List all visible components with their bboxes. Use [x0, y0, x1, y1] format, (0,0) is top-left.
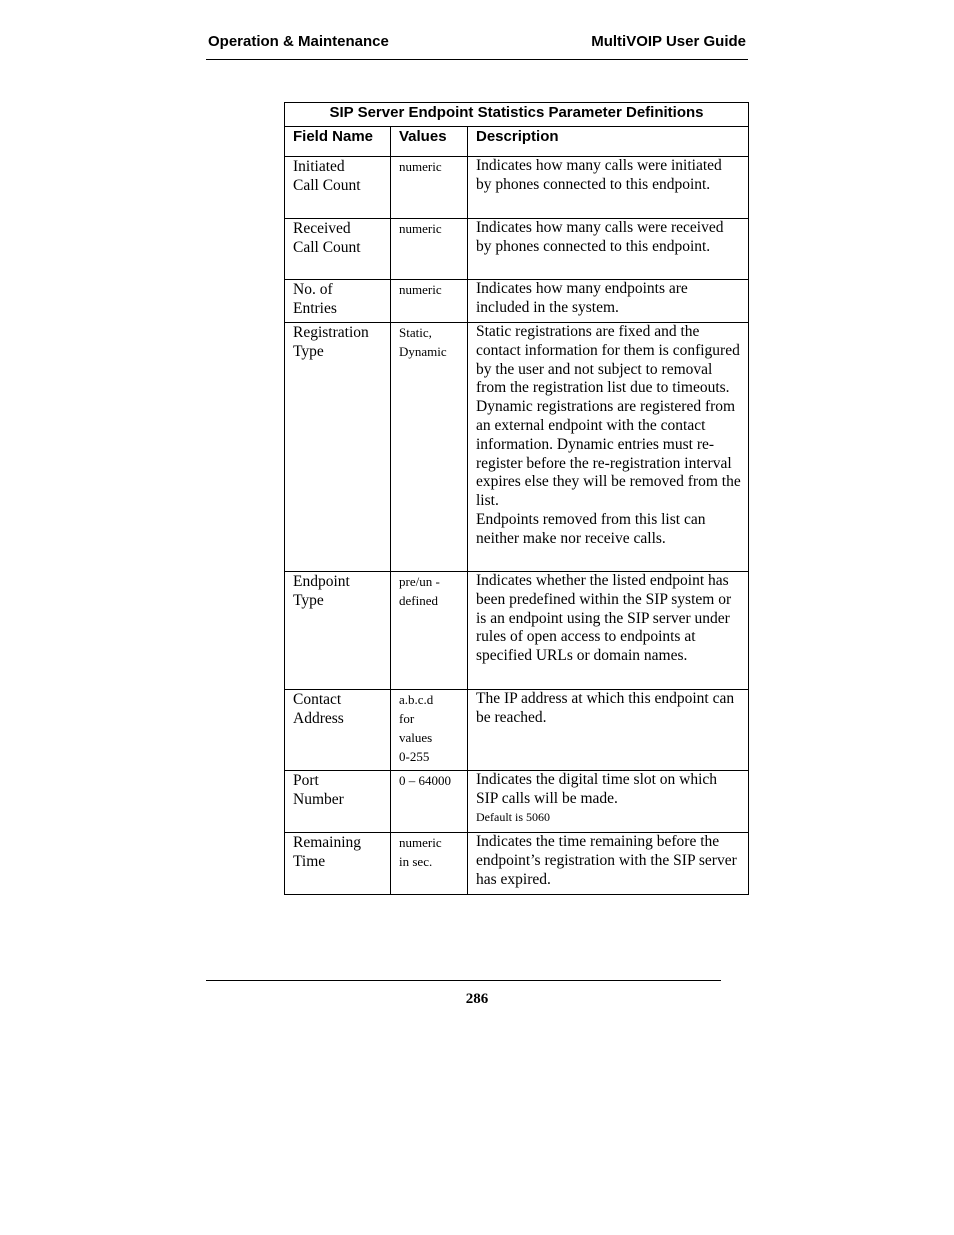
page-number: 286 — [465, 991, 489, 1007]
description-paragraph: Indicates whether the listed endpoint has been predefined within the SIP system or is an endpoint using the SIP server under rules of open access to endpoints at specified URLs or domain names. — [476, 572, 732, 665]
values-cell: pre/un - defined — [391, 572, 468, 690]
column-header-field-name: Field Name — [285, 127, 391, 157]
field-name-cell: Registration Type — [285, 323, 391, 572]
header-guide-title: MultiVOIP User Guide — [591, 33, 746, 50]
table-row — [285, 323, 749, 572]
header-section-title: Operation & Maintenance — [208, 33, 389, 50]
values-cell: numeric — [391, 280, 468, 323]
description-paragraph: Indicates how many endpoints are included in the system. — [476, 280, 688, 316]
table-row — [285, 219, 749, 280]
values-cell: Static, Dynamic — [391, 323, 468, 572]
values-cell: numeric — [391, 219, 468, 280]
description-paragraph: Indicates how many calls were initiated by phones connected to this endpoint. — [476, 157, 722, 193]
description-paragraph: Endpoints removed from this list can neither make nor receive calls. — [476, 510, 706, 547]
description-cell — [468, 219, 749, 280]
parameter-definitions-table — [284, 102, 749, 895]
field-name-cell: Endpoint Type — [285, 572, 391, 690]
default-value-note: Default is 5060 — [476, 809, 550, 824]
table-row — [285, 572, 749, 690]
values-cell: numeric in sec. — [391, 833, 468, 895]
table-title-row — [285, 103, 749, 127]
description-cell — [468, 690, 749, 771]
page-header — [206, 33, 748, 60]
footer-rule — [206, 980, 721, 981]
values-cell: numeric — [391, 157, 468, 219]
column-header-description: Description — [468, 127, 749, 157]
table-row — [285, 157, 749, 219]
table-row — [285, 771, 749, 833]
field-name-cell: Received Call Count — [285, 219, 391, 280]
values-cell: 0 – 64000 — [391, 771, 468, 833]
description-paragraph: Indicates the digital time slot on which SIP calls will be made. — [476, 771, 718, 807]
field-name-cell: Initiated Call Count — [285, 157, 391, 219]
description-paragraph: Static registrations are fixed and the contact information for them is configured by the user and not subject to removal from the registration list due to timeouts. — [476, 323, 740, 397]
values-cell: a.b.c.d for values 0-255 — [391, 690, 468, 771]
field-name-cell: Contact Address — [285, 690, 391, 771]
table-row — [285, 690, 749, 771]
description-paragraph: The IP address at which this endpoint can be reached. — [476, 690, 735, 726]
description-cell — [468, 771, 749, 833]
description-paragraph: Indicates how many calls were received by phones connected to this endpoint. — [476, 219, 724, 255]
description-cell — [468, 323, 749, 572]
table-row — [285, 280, 749, 323]
field-name-cell: Port Number — [285, 771, 391, 833]
description-paragraph: Dynamic registrations are registered from an external endpoint with the contact information. Dynamic entries must re-register before the re-registration interval expires else they will be removed from the list. — [476, 398, 741, 510]
field-name-cell: Remaining Time — [285, 833, 391, 895]
description-paragraph: Indicates the time remaining before the endpoint’s registration with the SIP server has expired. — [476, 833, 737, 888]
description-cell — [468, 157, 749, 219]
description-cell — [468, 280, 749, 323]
table-row — [285, 833, 749, 895]
column-header-values: Values — [391, 127, 468, 157]
field-name-cell: No. of Entries — [285, 280, 391, 323]
description-cell — [468, 833, 749, 895]
description-cell — [468, 572, 749, 690]
table-header-row — [285, 127, 749, 157]
table-title: SIP Server Endpoint Statistics Parameter Definitions — [285, 103, 749, 127]
